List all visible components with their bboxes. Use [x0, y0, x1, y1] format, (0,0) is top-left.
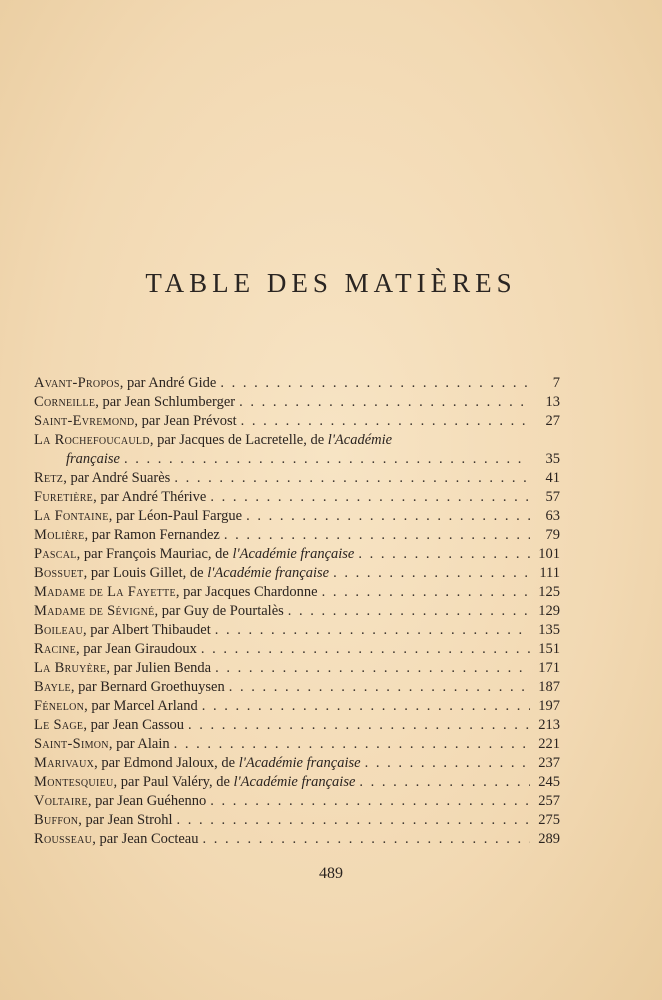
leader-dots: [177, 811, 531, 830]
leader-dots: [174, 469, 530, 488]
entry-author: Madame de La Fayette: [34, 584, 176, 600]
entry-academy-cont: française: [66, 451, 120, 467]
entry-page: 63: [545, 508, 560, 524]
toc-entry: [34, 412, 560, 431]
leader-dots: [224, 526, 530, 545]
entry-author: Avant-Propos: [34, 375, 120, 391]
toc-entry: [34, 545, 560, 564]
leader-dots: [365, 754, 530, 773]
leader-dots: [220, 374, 530, 393]
toc-entry: [34, 716, 560, 735]
leader-dots: [174, 735, 530, 754]
toc-entry: [34, 735, 560, 754]
entry-contributor: , par Jean Cassou: [83, 717, 184, 733]
entry-author: Fénelon: [34, 698, 85, 714]
entry-page: 27: [545, 413, 560, 429]
entry-page: 245: [538, 774, 560, 790]
entry-page: 125: [538, 584, 560, 600]
page-number: 489: [319, 865, 343, 882]
leader-dots: [359, 773, 530, 792]
entry-page: 197: [538, 698, 560, 714]
entry-contributor: , par Paul Valéry, de: [113, 774, 234, 790]
entry-academy: l'Académie française: [233, 774, 356, 790]
leader-dots: [210, 488, 530, 507]
toc-entry: [34, 507, 560, 526]
entry-page: 237: [538, 755, 560, 771]
toc-entry: [34, 526, 560, 545]
entry-academy: l'Académie française: [238, 755, 361, 771]
entry-page: 79: [545, 527, 560, 543]
entry-page: 171: [538, 660, 560, 676]
toc-entry: [34, 450, 560, 469]
toc-entry: [34, 621, 560, 640]
entry-author: Buffon: [34, 812, 79, 828]
entry-author: Furetière: [34, 489, 94, 505]
entry-page: 111: [539, 565, 560, 581]
leader-dots: [239, 393, 530, 412]
entry-author: Rousseau: [34, 831, 93, 847]
toc-entry: [34, 773, 560, 792]
entry-page: 257: [538, 793, 560, 809]
entry-page: 275: [538, 812, 560, 828]
entry-author: Boileau: [34, 622, 83, 638]
entry-contributor: , par André Gide: [119, 375, 217, 391]
entry-contributor: , par Guy de Pourtalès: [154, 603, 284, 619]
leader-dots: [246, 507, 530, 526]
table-of-contents: [34, 374, 560, 849]
entry-contributor: , par Albert Thibaudet: [82, 622, 211, 638]
entry-contributor: , par Jean Cocteau: [92, 831, 199, 847]
entry-author: Saint-Evremond: [34, 413, 135, 429]
entry-author: Voltaire: [34, 793, 88, 809]
entry-author: Molière: [34, 527, 85, 543]
entry-contributor: , par Jean Giraudoux: [76, 641, 197, 657]
leader-dots: [124, 450, 530, 469]
entry-contributor: , par Léon-Paul Fargue: [108, 508, 243, 524]
leader-dots: [215, 621, 530, 640]
leader-dots: [210, 792, 530, 811]
leader-dots: [288, 602, 530, 621]
entry-author: Montesquieu: [34, 774, 114, 790]
entry-author: Saint-Simon: [34, 736, 109, 752]
entry-author: La Fontaine: [34, 508, 109, 524]
entry-academy: l'Académie française: [207, 565, 330, 581]
leader-dots: [358, 545, 530, 564]
entry-author: Le Sage: [34, 717, 84, 733]
toc-entry: [34, 374, 560, 393]
entry-contributor: , par Alain: [108, 736, 170, 752]
leader-dots: [333, 564, 530, 583]
leader-dots: [203, 830, 531, 849]
entry-contributor: , par Marcel Arland: [84, 698, 198, 714]
entry-author: La Bruyère: [34, 660, 107, 676]
entry-author: Bossuet: [34, 565, 84, 581]
entry-page: 151: [538, 641, 560, 657]
entry-author: Retz: [34, 470, 64, 486]
leader-dots: [229, 678, 530, 697]
toc-entry: [34, 583, 560, 602]
toc-entry: [34, 659, 560, 678]
toc-entry: [34, 830, 560, 849]
toc-entry: [34, 811, 560, 830]
toc-entry: [34, 602, 560, 621]
leader-dots: [215, 659, 530, 678]
entry-contributor: , par Jean Guéhenno: [87, 793, 207, 809]
toc-entry: [34, 640, 560, 659]
entry-author: Corneille: [34, 394, 96, 410]
entry-contributor: , par Jacques Chardonne: [175, 584, 318, 600]
entry-page: 289: [538, 831, 560, 847]
entry-contributor: , par Julien Benda: [106, 660, 212, 676]
entry-academy: l'Académie française: [232, 546, 355, 562]
entry-contributor: , par Louis Gillet, de: [83, 565, 208, 581]
entry-author: Racine: [34, 641, 77, 657]
toc-entry: [34, 469, 560, 488]
leader-dots: [241, 412, 530, 431]
toc-entry: [34, 393, 560, 412]
entry-contributor: , par Jean Strohl: [78, 812, 173, 828]
entry-page: 187: [538, 679, 560, 695]
entry-page: 7: [552, 375, 560, 391]
entry-author: La Rochefoucauld: [34, 432, 150, 448]
entry-page: 13: [545, 394, 560, 410]
entry-page: 129: [538, 603, 560, 619]
entry-page: 213: [538, 717, 560, 733]
entry-author: Madame de Sévigné: [34, 603, 155, 619]
leader-dots: [188, 716, 530, 735]
entry-contributor: , par Jacques de Lacretelle, de: [149, 432, 328, 448]
entry-contributor: , par Jean Prévost: [134, 413, 237, 429]
entry-author: Marivaux: [34, 755, 95, 771]
leader-dots: [201, 640, 530, 659]
toc-entry-first-line: [34, 431, 560, 450]
entry-page: 101: [538, 546, 560, 562]
entry-contributor: , par André Suarès: [63, 470, 171, 486]
page-title: TABLE DES MATIÈRES: [145, 268, 517, 298]
toc-entry: [34, 792, 560, 811]
toc-entry: [34, 564, 560, 583]
toc-entry: [34, 678, 560, 697]
entry-contributor: , par André Thérive: [93, 489, 207, 505]
entry-page: 221: [538, 736, 560, 752]
entry-page: 135: [538, 622, 560, 638]
entry-contributor: , par François Mauriac, de: [76, 546, 233, 562]
entry-contributor: , par Ramon Fernandez: [84, 527, 220, 543]
entry-academy: l'Académie: [327, 432, 393, 448]
entry-page: 41: [545, 470, 560, 486]
entry-page: 57: [545, 489, 560, 505]
entry-page: 35: [545, 451, 560, 467]
entry-author: Bayle: [34, 679, 71, 695]
leader-dots: [322, 583, 530, 602]
toc-entry: [34, 488, 560, 507]
leader-dots: [202, 697, 530, 716]
entry-contributor: , par Bernard Groethuysen: [70, 679, 225, 695]
entry-contributor: , par Jean Schlumberger: [95, 394, 236, 410]
entry-contributor: , par Edmond Jaloux, de: [94, 755, 239, 771]
entry-author: Pascal: [34, 546, 77, 562]
toc-entry: [34, 754, 560, 773]
toc-entry: [34, 697, 560, 716]
